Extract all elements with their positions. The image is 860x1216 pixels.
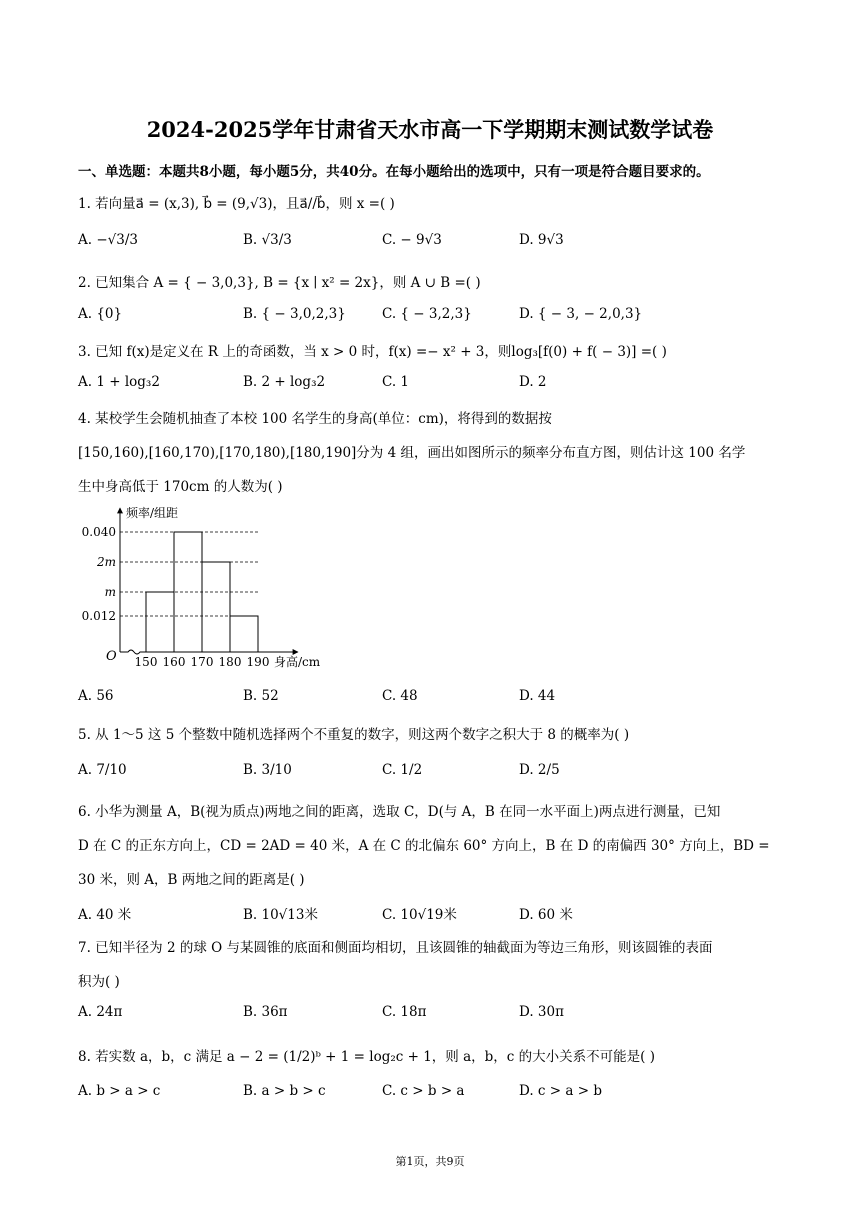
q6-option-b: B. 10√13米	[243, 907, 318, 923]
q7-option-a: A. 24π	[78, 1004, 123, 1020]
y-tick-label: 2m	[96, 555, 116, 569]
q4-option-a: A. 56	[78, 688, 114, 704]
y-tick-label: 0.012	[81, 609, 116, 623]
y-tick-label: m	[104, 585, 116, 599]
q6-option-d: D. 60 米	[519, 907, 573, 923]
x-tick-label: 180	[218, 655, 242, 669]
histogram-bar	[146, 592, 174, 652]
frequency-histogram	[74, 502, 344, 677]
q1-option-d: D. 9√3	[519, 232, 564, 248]
question-7-line-2: 积为( )	[78, 974, 120, 990]
y-axis-label: 频率/组距	[126, 506, 179, 520]
question-2: 2. 已知集合 A = { − 3,0,3}, B = {x ∣ x² = 2x}，则 A ∪ B =( )	[78, 275, 481, 291]
q4-option-b: B. 52	[243, 688, 279, 704]
question-4-line-1: 4. 某校学生会随机抽查了本校 100 名学生的身高(单位：cm)，将得到的数据按	[78, 411, 552, 427]
question-3: 3. 已知 f(x)是定义在 R 上的奇函数，当 x > 0 时，f(x) =− x² + 3，则log₃[f(0) + f( − 3)] =( )	[78, 344, 667, 360]
q1-option-a: A. −√3/3	[78, 232, 138, 248]
q3-option-d: D. 2	[519, 374, 547, 390]
x-axis-label: 身高/cm	[274, 655, 321, 669]
q5-option-c: C. 1/2	[382, 762, 423, 778]
x-tick-label: 170	[190, 655, 214, 669]
q7-option-c: C. 18π	[382, 1004, 427, 1020]
q8-option-b: B. a > b > c	[243, 1083, 326, 1099]
q2-option-b: B. { − 3,0,2,3}	[243, 306, 346, 322]
q8-option-c: C. c > b > a	[382, 1083, 465, 1099]
q2-option-d: D. { − 3, − 2,0,3}	[519, 306, 643, 322]
histogram-bar	[230, 616, 258, 652]
q3-option-c: C. 1	[382, 374, 410, 390]
q8-option-d: D. c > a > b	[519, 1083, 602, 1099]
q4-option-d: D. 44	[519, 688, 556, 704]
x-tick-label: 190	[246, 655, 270, 669]
x-tick-label: 150	[134, 655, 158, 669]
origin-label: O	[106, 649, 117, 664]
y-tick-label: 0.040	[81, 525, 116, 539]
page-footer: 第1页，共9页	[395, 1155, 465, 1168]
q7-option-b: B. 36π	[243, 1004, 288, 1020]
question-1: 1. 若向量a⃗ = (x,3), b⃗ = (9,√3)，且a⃗//b⃗，则 x =( )	[78, 196, 395, 212]
question-6-line-3: 30 米，则 A，B 两地之间的距离是( )	[78, 872, 305, 888]
q6-option-a: A. 40 米	[78, 907, 132, 923]
q8-option-a: A. b > a > c	[78, 1083, 161, 1099]
q6-option-c: C. 10√19米	[382, 907, 457, 923]
q5-option-a: A. 7/10	[78, 762, 127, 778]
question-5: 5. 从 1～5 这 5 个整数中随机选择两个不重复的数字，则这两个数字之积大于 8 的概率为( )	[78, 727, 630, 743]
question-4-line-3: 生中身高低于 170cm 的人数为( )	[78, 479, 283, 495]
q7-option-d: D. 30π	[519, 1004, 564, 1020]
q3-option-b: B. 2 + log₃2	[243, 374, 326, 390]
x-tick-label: 160	[162, 655, 186, 669]
page-title: 2024-2025学年甘肃省天水市高一下学期期末测试数学试卷	[146, 117, 714, 142]
q1-option-c: C. − 9√3	[382, 232, 442, 248]
q1-option-b: B. √3/3	[243, 232, 292, 248]
q5-option-b: B. 3/10	[243, 762, 292, 778]
question-6-line-1: 6. 小华为测量 A，B(视为质点)两地之间的距离，选取 C，D(与 A，B 在同一水平面上)两点进行测量，已知	[78, 804, 721, 820]
q5-option-d: D. 2/5	[519, 762, 560, 778]
question-4-line-2: [150,160),[160,170),[170,180),[180,190]分为 4 组，画出如图所示的频率分布直方图，则估计这 100 名学	[78, 445, 746, 461]
question-6-line-2: D 在 C 的正东方向上，CD = 2AD = 40 米，A 在 C 的北偏东 60° 方向上，B 在 D 的南偏西 30° 方向上，BD =	[78, 838, 770, 854]
histogram-bar	[202, 562, 230, 652]
q4-option-c: C. 48	[382, 688, 418, 704]
q2-option-c: C. { − 3,2,3}	[382, 306, 472, 322]
question-8: 8. 若实数 a，b，c 满足 a − 2 = (1/2)ᵇ + 1 = log₂c + 1，则 a，b，c 的大小关系不可能是( )	[78, 1049, 655, 1065]
q3-option-a: A. 1 + log₃2	[78, 374, 160, 390]
section-heading: 一、单选题：本题共8小题，每小题5分，共40分。在每小题给出的选项中，只有一项是符合题目要求的。	[78, 164, 710, 180]
question-7-line-1: 7. 已知半径为 2 的球 O 与某圆锥的底面和侧面均相切，且该圆锥的轴截面为等边三角形，则该圆锥的表面	[78, 940, 713, 956]
q2-option-a: A. {0}	[78, 306, 123, 322]
